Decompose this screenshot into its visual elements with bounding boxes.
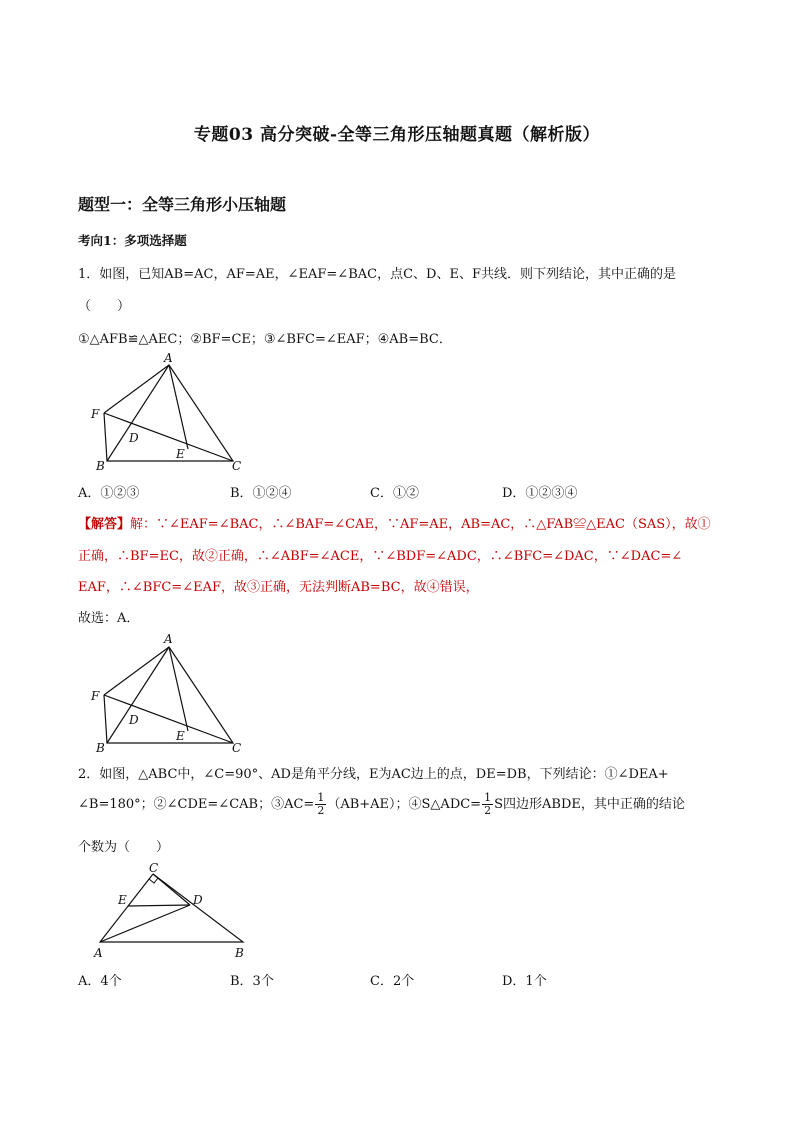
q1-fig-label-e: E: [176, 447, 185, 461]
q2-fraction-2: [482, 792, 493, 817]
q2-fig-label-e: E: [118, 893, 127, 907]
frac-numerator: 1: [317, 791, 325, 804]
q1-answer-line2: 正确，∴BF=EC，故②正确，∴∠ABF=∠ACE，∵∠BDF=∠ADC，∴∠BFC=∠DAC，∵∠DAC=∠: [78, 549, 683, 564]
q1-answer-line1: [78, 513, 711, 532]
q1-stem-line3: ①△AFB≌△AEC；②BF=CE；③∠BFC=∠EAF；④AB=BC．: [78, 332, 452, 347]
q1-answer-figure: [85, 628, 260, 753]
frac-denominator: 2: [484, 804, 492, 817]
q1-ans-fig-label-b: B: [96, 741, 105, 753]
q2-stem-part-a: ∠B=180°；②∠CDE=∠CAB；③AC=: [78, 797, 315, 812]
q2-fraction-1: [315, 792, 326, 817]
q1-option-a[interactable]: A．①②③: [78, 486, 140, 501]
q1-stem-line1: 1．如图，已知AB=AC，AF=AE，∠EAF=∠BAC，点C、D、E、F共线．则下列结论，其中正确的是: [78, 267, 676, 282]
q2-fig-label-b: B: [235, 946, 244, 960]
q2-option-d[interactable]: D．1个: [502, 974, 547, 989]
frac-numerator: 1: [484, 791, 492, 804]
q1-ans-fig-label-e: E: [176, 729, 185, 743]
q2-option-a[interactable]: A．4个: [78, 974, 122, 989]
q2-stem-line1: 2．如图，△ABC中，∠C=90°、AD是角平分线，E为AC边上的点，DE=DB，下列结论：①∠DEA+: [78, 767, 669, 782]
q1-fig-label-c: C: [232, 459, 242, 473]
q1-answer-choice: 故选：A．: [78, 611, 140, 626]
q2-stem-line3: 个数为（ ）: [78, 840, 170, 855]
frac-denominator: 2: [317, 804, 325, 817]
q2-fig-label-c: C: [149, 862, 159, 875]
q1-option-b[interactable]: B．①②④: [230, 486, 292, 501]
q1-figure: [85, 348, 260, 473]
q1-stem-line2: （ ）: [78, 299, 131, 314]
section-heading: 题型一：全等三角形小压轴题: [78, 195, 287, 214]
q1-fig-label-f: F: [91, 407, 100, 421]
q1-answer-text1: 解：∵∠EAF=∠BAC，∴∠BAF=∠CAE，∵AF=AE，AB=AC，∴△FAB≌△EAC（SAS），故①: [130, 517, 711, 532]
q1-ans-fig-label-c: C: [232, 741, 242, 753]
q2-stem-part-b: （AB+AE）；④S△ADC=: [327, 797, 482, 812]
q1-ans-fig-label-f: F: [91, 689, 100, 703]
answer-tag: 【解答】: [78, 517, 131, 532]
q1-ans-fig-label-a: A: [164, 632, 173, 646]
q2-stem-line2: [78, 792, 685, 817]
q1-fig-label-d: D: [129, 431, 139, 445]
q1-fig-label-b: B: [96, 459, 105, 473]
q1-option-d[interactable]: D．①②③④: [502, 486, 578, 501]
q1-ans-fig-label-d: D: [129, 713, 139, 727]
q1-answer-line3: EAF，∴∠BFC=∠EAF，故③正确，无法判断AB=BC，故④错误，: [78, 580, 479, 595]
subsection-heading: 考向1：多项选择题: [78, 233, 187, 248]
q2-option-c[interactable]: C．2个: [370, 974, 415, 989]
q2-figure: [88, 862, 258, 962]
q2-fig-label-d: D: [193, 893, 203, 907]
q2-stem-part-c: S四边形ABDE，其中正确的结论: [494, 797, 685, 812]
q1-option-c[interactable]: C．①②: [370, 486, 419, 501]
page-title: 专题03 高分突破-全等三角形压轴题真题（解析版）: [193, 125, 601, 145]
q2-fig-label-a: A: [94, 946, 103, 960]
q2-option-b[interactable]: B．3个: [230, 974, 274, 989]
q1-fig-label-a: A: [164, 351, 173, 365]
